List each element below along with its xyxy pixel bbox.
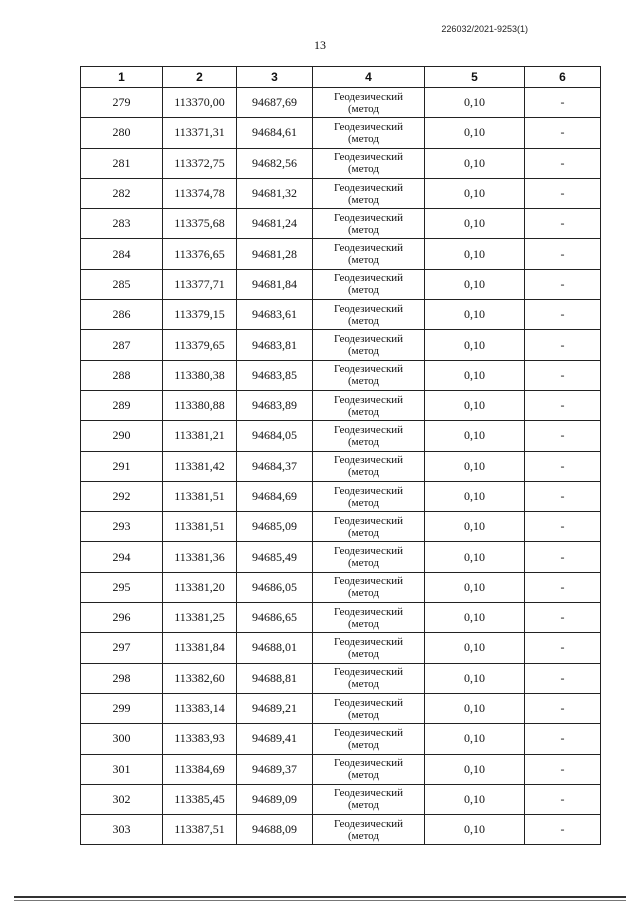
- accuracy-cell: 0,10: [425, 209, 525, 239]
- point-number-cell: 302: [81, 784, 163, 814]
- method-cell: [313, 784, 425, 814]
- accuracy-cell: 0,10: [425, 693, 525, 723]
- y-coordinate-cell: 94681,32: [237, 178, 313, 208]
- note-cell: -: [525, 633, 601, 663]
- point-number-cell: 279: [81, 88, 163, 118]
- method-line-1: Геодезический: [333, 726, 404, 739]
- x-coordinate-cell: 113371,31: [163, 118, 237, 148]
- method-line-1: Геодезический: [333, 393, 404, 406]
- y-coordinate-cell: 94683,61: [237, 300, 313, 330]
- note-cell: -: [525, 754, 601, 784]
- method-line-1: Геодезический: [333, 211, 404, 224]
- x-coordinate-cell: 113381,20: [163, 572, 237, 602]
- table-row: [81, 784, 601, 814]
- table-row: [81, 663, 601, 693]
- table-row: [81, 178, 601, 208]
- method-cell: [313, 421, 425, 451]
- point-number-cell: 287: [81, 330, 163, 360]
- table-row: [81, 239, 601, 269]
- accuracy-cell: 0,10: [425, 815, 525, 845]
- method-cell: [313, 451, 425, 481]
- note-cell: -: [525, 269, 601, 299]
- method-line-1: Геодезический: [333, 454, 404, 467]
- point-number-cell: 288: [81, 360, 163, 390]
- point-number-cell: 299: [81, 693, 163, 723]
- point-number-cell: 293: [81, 512, 163, 542]
- accuracy-cell: 0,10: [425, 330, 525, 360]
- point-number-cell: 281: [81, 148, 163, 178]
- x-coordinate-cell: 113381,21: [163, 421, 237, 451]
- table-row: [81, 330, 601, 360]
- method-cell: [313, 88, 425, 118]
- x-coordinate-cell: 113372,75: [163, 148, 237, 178]
- x-coordinate-cell: 113370,00: [163, 88, 237, 118]
- y-coordinate-cell: 94681,84: [237, 269, 313, 299]
- accuracy-cell: 0,10: [425, 390, 525, 420]
- note-cell: -: [525, 148, 601, 178]
- x-coordinate-cell: 113381,84: [163, 633, 237, 663]
- accuracy-cell: 0,10: [425, 239, 525, 269]
- point-number-cell: 295: [81, 572, 163, 602]
- note-cell: -: [525, 481, 601, 511]
- method-cell: [313, 754, 425, 784]
- x-coordinate-cell: 113381,51: [163, 512, 237, 542]
- method-line-2: (метод: [348, 435, 379, 448]
- accuracy-cell: 0,10: [425, 269, 525, 299]
- accuracy-cell: 0,10: [425, 360, 525, 390]
- method-cell: [313, 300, 425, 330]
- method-line-2: (метод: [348, 405, 379, 418]
- method-line-1: Геодезический: [333, 272, 404, 285]
- point-number-cell: 283: [81, 209, 163, 239]
- method-line-1: Геодезический: [333, 181, 404, 194]
- point-number-cell: 301: [81, 754, 163, 784]
- document-id: 226032/2021-9253(1): [441, 24, 528, 34]
- note-cell: -: [525, 542, 601, 572]
- table-row: [81, 88, 601, 118]
- table-row: [81, 542, 601, 572]
- accuracy-cell: 0,10: [425, 724, 525, 754]
- method-cell: [313, 148, 425, 178]
- method-cell: [313, 603, 425, 633]
- y-coordinate-cell: 94685,09: [237, 512, 313, 542]
- method-line-2: (метод: [348, 163, 379, 176]
- method-line-2: (метод: [348, 314, 379, 327]
- point-number-cell: 300: [81, 724, 163, 754]
- y-coordinate-cell: 94689,41: [237, 724, 313, 754]
- accuracy-cell: 0,10: [425, 451, 525, 481]
- point-number-cell: 290: [81, 421, 163, 451]
- method-line-1: Геодезический: [333, 696, 404, 709]
- y-coordinate-cell: 94684,61: [237, 118, 313, 148]
- accuracy-cell: 0,10: [425, 178, 525, 208]
- y-coordinate-cell: 94685,49: [237, 542, 313, 572]
- method-line-1: Геодезический: [333, 120, 404, 133]
- method-line-1: Геодезический: [333, 90, 404, 103]
- footer-rule: [14, 896, 626, 898]
- x-coordinate-cell: 113383,14: [163, 693, 237, 723]
- table-row: [81, 693, 601, 723]
- note-cell: -: [525, 360, 601, 390]
- point-number-cell: 298: [81, 663, 163, 693]
- method-line-2: (метод: [348, 102, 379, 115]
- accuracy-cell: 0,10: [425, 633, 525, 663]
- note-cell: -: [525, 572, 601, 602]
- y-coordinate-cell: 94681,24: [237, 209, 313, 239]
- accuracy-cell: 0,10: [425, 148, 525, 178]
- method-cell: [313, 542, 425, 572]
- table-row: [81, 572, 601, 602]
- method-line-1: Геодезический: [333, 423, 404, 436]
- y-coordinate-cell: 94689,21: [237, 693, 313, 723]
- x-coordinate-cell: 113381,51: [163, 481, 237, 511]
- point-number-cell: 286: [81, 300, 163, 330]
- accuracy-cell: 0,10: [425, 300, 525, 330]
- method-line-1: Геодезический: [333, 817, 404, 830]
- table-row: [81, 118, 601, 148]
- method-line-2: (метод: [348, 587, 379, 600]
- x-coordinate-cell: 113385,45: [163, 784, 237, 814]
- x-coordinate-cell: 113375,68: [163, 209, 237, 239]
- method-line-2: (метод: [348, 254, 379, 267]
- footer-rule-thin: [14, 900, 626, 901]
- y-coordinate-cell: 94689,37: [237, 754, 313, 784]
- y-coordinate-cell: 94681,28: [237, 239, 313, 269]
- note-cell: -: [525, 815, 601, 845]
- page-number: 13: [314, 38, 326, 52]
- method-line-1: Геодезический: [333, 757, 404, 770]
- table-row: [81, 269, 601, 299]
- accuracy-cell: 0,10: [425, 118, 525, 148]
- method-cell: [313, 572, 425, 602]
- method-cell: [313, 330, 425, 360]
- point-number-cell: 291: [81, 451, 163, 481]
- x-coordinate-cell: 113383,93: [163, 724, 237, 754]
- y-coordinate-cell: 94686,05: [237, 572, 313, 602]
- x-coordinate-cell: 113387,51: [163, 815, 237, 845]
- point-number-cell: 289: [81, 390, 163, 420]
- accuracy-cell: 0,10: [425, 572, 525, 602]
- method-line-2: (метод: [348, 708, 379, 721]
- y-coordinate-cell: 94682,56: [237, 148, 313, 178]
- table-row: [81, 512, 601, 542]
- table-header-row: [81, 67, 601, 88]
- point-number-cell: 284: [81, 239, 163, 269]
- method-line-2: (метод: [348, 223, 379, 236]
- method-line-2: (метод: [348, 345, 379, 358]
- x-coordinate-cell: 113374,78: [163, 178, 237, 208]
- note-cell: -: [525, 390, 601, 420]
- y-coordinate-cell: 94684,69: [237, 481, 313, 511]
- method-cell: [313, 269, 425, 299]
- method-line-2: (метод: [348, 617, 379, 630]
- column-header: 6: [525, 67, 601, 88]
- table-row: [81, 633, 601, 663]
- note-cell: -: [525, 118, 601, 148]
- table-row: [81, 451, 601, 481]
- method-line-1: Геодезический: [333, 605, 404, 618]
- table-row: [81, 724, 601, 754]
- accuracy-cell: 0,10: [425, 663, 525, 693]
- accuracy-cell: 0,10: [425, 512, 525, 542]
- method-line-1: Геодезический: [333, 302, 404, 315]
- accuracy-cell: 0,10: [425, 481, 525, 511]
- y-coordinate-cell: 94686,65: [237, 603, 313, 633]
- note-cell: -: [525, 178, 601, 208]
- method-cell: [313, 512, 425, 542]
- table-row: [81, 603, 601, 633]
- method-cell: [313, 481, 425, 511]
- method-line-2: (метод: [348, 678, 379, 691]
- method-cell: [313, 633, 425, 663]
- coordinates-table: [80, 66, 601, 845]
- note-cell: -: [525, 88, 601, 118]
- y-coordinate-cell: 94683,81: [237, 330, 313, 360]
- x-coordinate-cell: 113381,42: [163, 451, 237, 481]
- method-line-1: Геодезический: [333, 242, 404, 255]
- method-line-1: Геодезический: [333, 363, 404, 376]
- x-coordinate-cell: 113380,88: [163, 390, 237, 420]
- note-cell: -: [525, 451, 601, 481]
- table-row: [81, 300, 601, 330]
- method-line-1: Геодезический: [333, 514, 404, 527]
- method-line-2: (метод: [348, 193, 379, 206]
- note-cell: -: [525, 784, 601, 814]
- accuracy-cell: 0,10: [425, 421, 525, 451]
- method-cell: [313, 239, 425, 269]
- method-line-1: Геодезический: [333, 545, 404, 558]
- accuracy-cell: 0,10: [425, 784, 525, 814]
- note-cell: -: [525, 603, 601, 633]
- note-cell: -: [525, 512, 601, 542]
- y-coordinate-cell: 94687,69: [237, 88, 313, 118]
- method-cell: [313, 209, 425, 239]
- method-line-2: (метод: [348, 284, 379, 297]
- method-line-2: (метод: [348, 769, 379, 782]
- table-row: [81, 390, 601, 420]
- point-number-cell: 297: [81, 633, 163, 663]
- note-cell: -: [525, 724, 601, 754]
- point-number-cell: 294: [81, 542, 163, 572]
- y-coordinate-cell: 94688,81: [237, 663, 313, 693]
- accuracy-cell: 0,10: [425, 754, 525, 784]
- table-row: [81, 360, 601, 390]
- method-line-1: Геодезический: [333, 635, 404, 648]
- column-header: 2: [163, 67, 237, 88]
- point-number-cell: 296: [81, 603, 163, 633]
- point-number-cell: 303: [81, 815, 163, 845]
- table-row: [81, 481, 601, 511]
- x-coordinate-cell: 113381,25: [163, 603, 237, 633]
- column-header: 5: [425, 67, 525, 88]
- x-coordinate-cell: 113377,71: [163, 269, 237, 299]
- note-cell: -: [525, 209, 601, 239]
- method-cell: [313, 360, 425, 390]
- column-header: 4: [313, 67, 425, 88]
- table-row: [81, 209, 601, 239]
- x-coordinate-cell: 113384,69: [163, 754, 237, 784]
- x-coordinate-cell: 113380,38: [163, 360, 237, 390]
- y-coordinate-cell: 94683,85: [237, 360, 313, 390]
- x-coordinate-cell: 113379,15: [163, 300, 237, 330]
- method-cell: [313, 178, 425, 208]
- note-cell: -: [525, 663, 601, 693]
- note-cell: -: [525, 693, 601, 723]
- y-coordinate-cell: 94684,37: [237, 451, 313, 481]
- point-number-cell: 280: [81, 118, 163, 148]
- method-cell: [313, 815, 425, 845]
- y-coordinate-cell: 94689,09: [237, 784, 313, 814]
- method-line-2: (метод: [348, 496, 379, 509]
- note-cell: -: [525, 421, 601, 451]
- method-line-2: (метод: [348, 375, 379, 388]
- method-line-2: (метод: [348, 647, 379, 660]
- method-line-2: (метод: [348, 132, 379, 145]
- method-line-1: Геодезический: [333, 575, 404, 588]
- method-line-1: Геодезический: [333, 151, 404, 164]
- method-cell: [313, 663, 425, 693]
- x-coordinate-cell: 113379,65: [163, 330, 237, 360]
- method-line-2: (метод: [348, 799, 379, 812]
- method-line-2: (метод: [348, 526, 379, 539]
- y-coordinate-cell: 94684,05: [237, 421, 313, 451]
- y-coordinate-cell: 94683,89: [237, 390, 313, 420]
- method-cell: [313, 724, 425, 754]
- method-line-1: Геодезический: [333, 787, 404, 800]
- method-cell: [313, 390, 425, 420]
- method-line-1: Геодезический: [333, 484, 404, 497]
- x-coordinate-cell: 113382,60: [163, 663, 237, 693]
- method-line-2: (метод: [348, 829, 379, 842]
- note-cell: -: [525, 239, 601, 269]
- method-line-2: (метод: [348, 466, 379, 479]
- point-number-cell: 282: [81, 178, 163, 208]
- column-header: 1: [81, 67, 163, 88]
- y-coordinate-cell: 94688,01: [237, 633, 313, 663]
- table-row: [81, 815, 601, 845]
- method-line-2: (метод: [348, 738, 379, 751]
- method-cell: [313, 693, 425, 723]
- method-cell: [313, 118, 425, 148]
- point-number-cell: 285: [81, 269, 163, 299]
- table-row: [81, 148, 601, 178]
- y-coordinate-cell: 94688,09: [237, 815, 313, 845]
- column-header: 3: [237, 67, 313, 88]
- method-line-1: Геодезический: [333, 333, 404, 346]
- accuracy-cell: 0,10: [425, 603, 525, 633]
- x-coordinate-cell: 113381,36: [163, 542, 237, 572]
- accuracy-cell: 0,10: [425, 88, 525, 118]
- method-line-2: (метод: [348, 557, 379, 570]
- table-row: [81, 754, 601, 784]
- x-coordinate-cell: 113376,65: [163, 239, 237, 269]
- table-row: [81, 421, 601, 451]
- method-line-1: Геодезический: [333, 666, 404, 679]
- note-cell: -: [525, 300, 601, 330]
- note-cell: -: [525, 330, 601, 360]
- accuracy-cell: 0,10: [425, 542, 525, 572]
- point-number-cell: 292: [81, 481, 163, 511]
